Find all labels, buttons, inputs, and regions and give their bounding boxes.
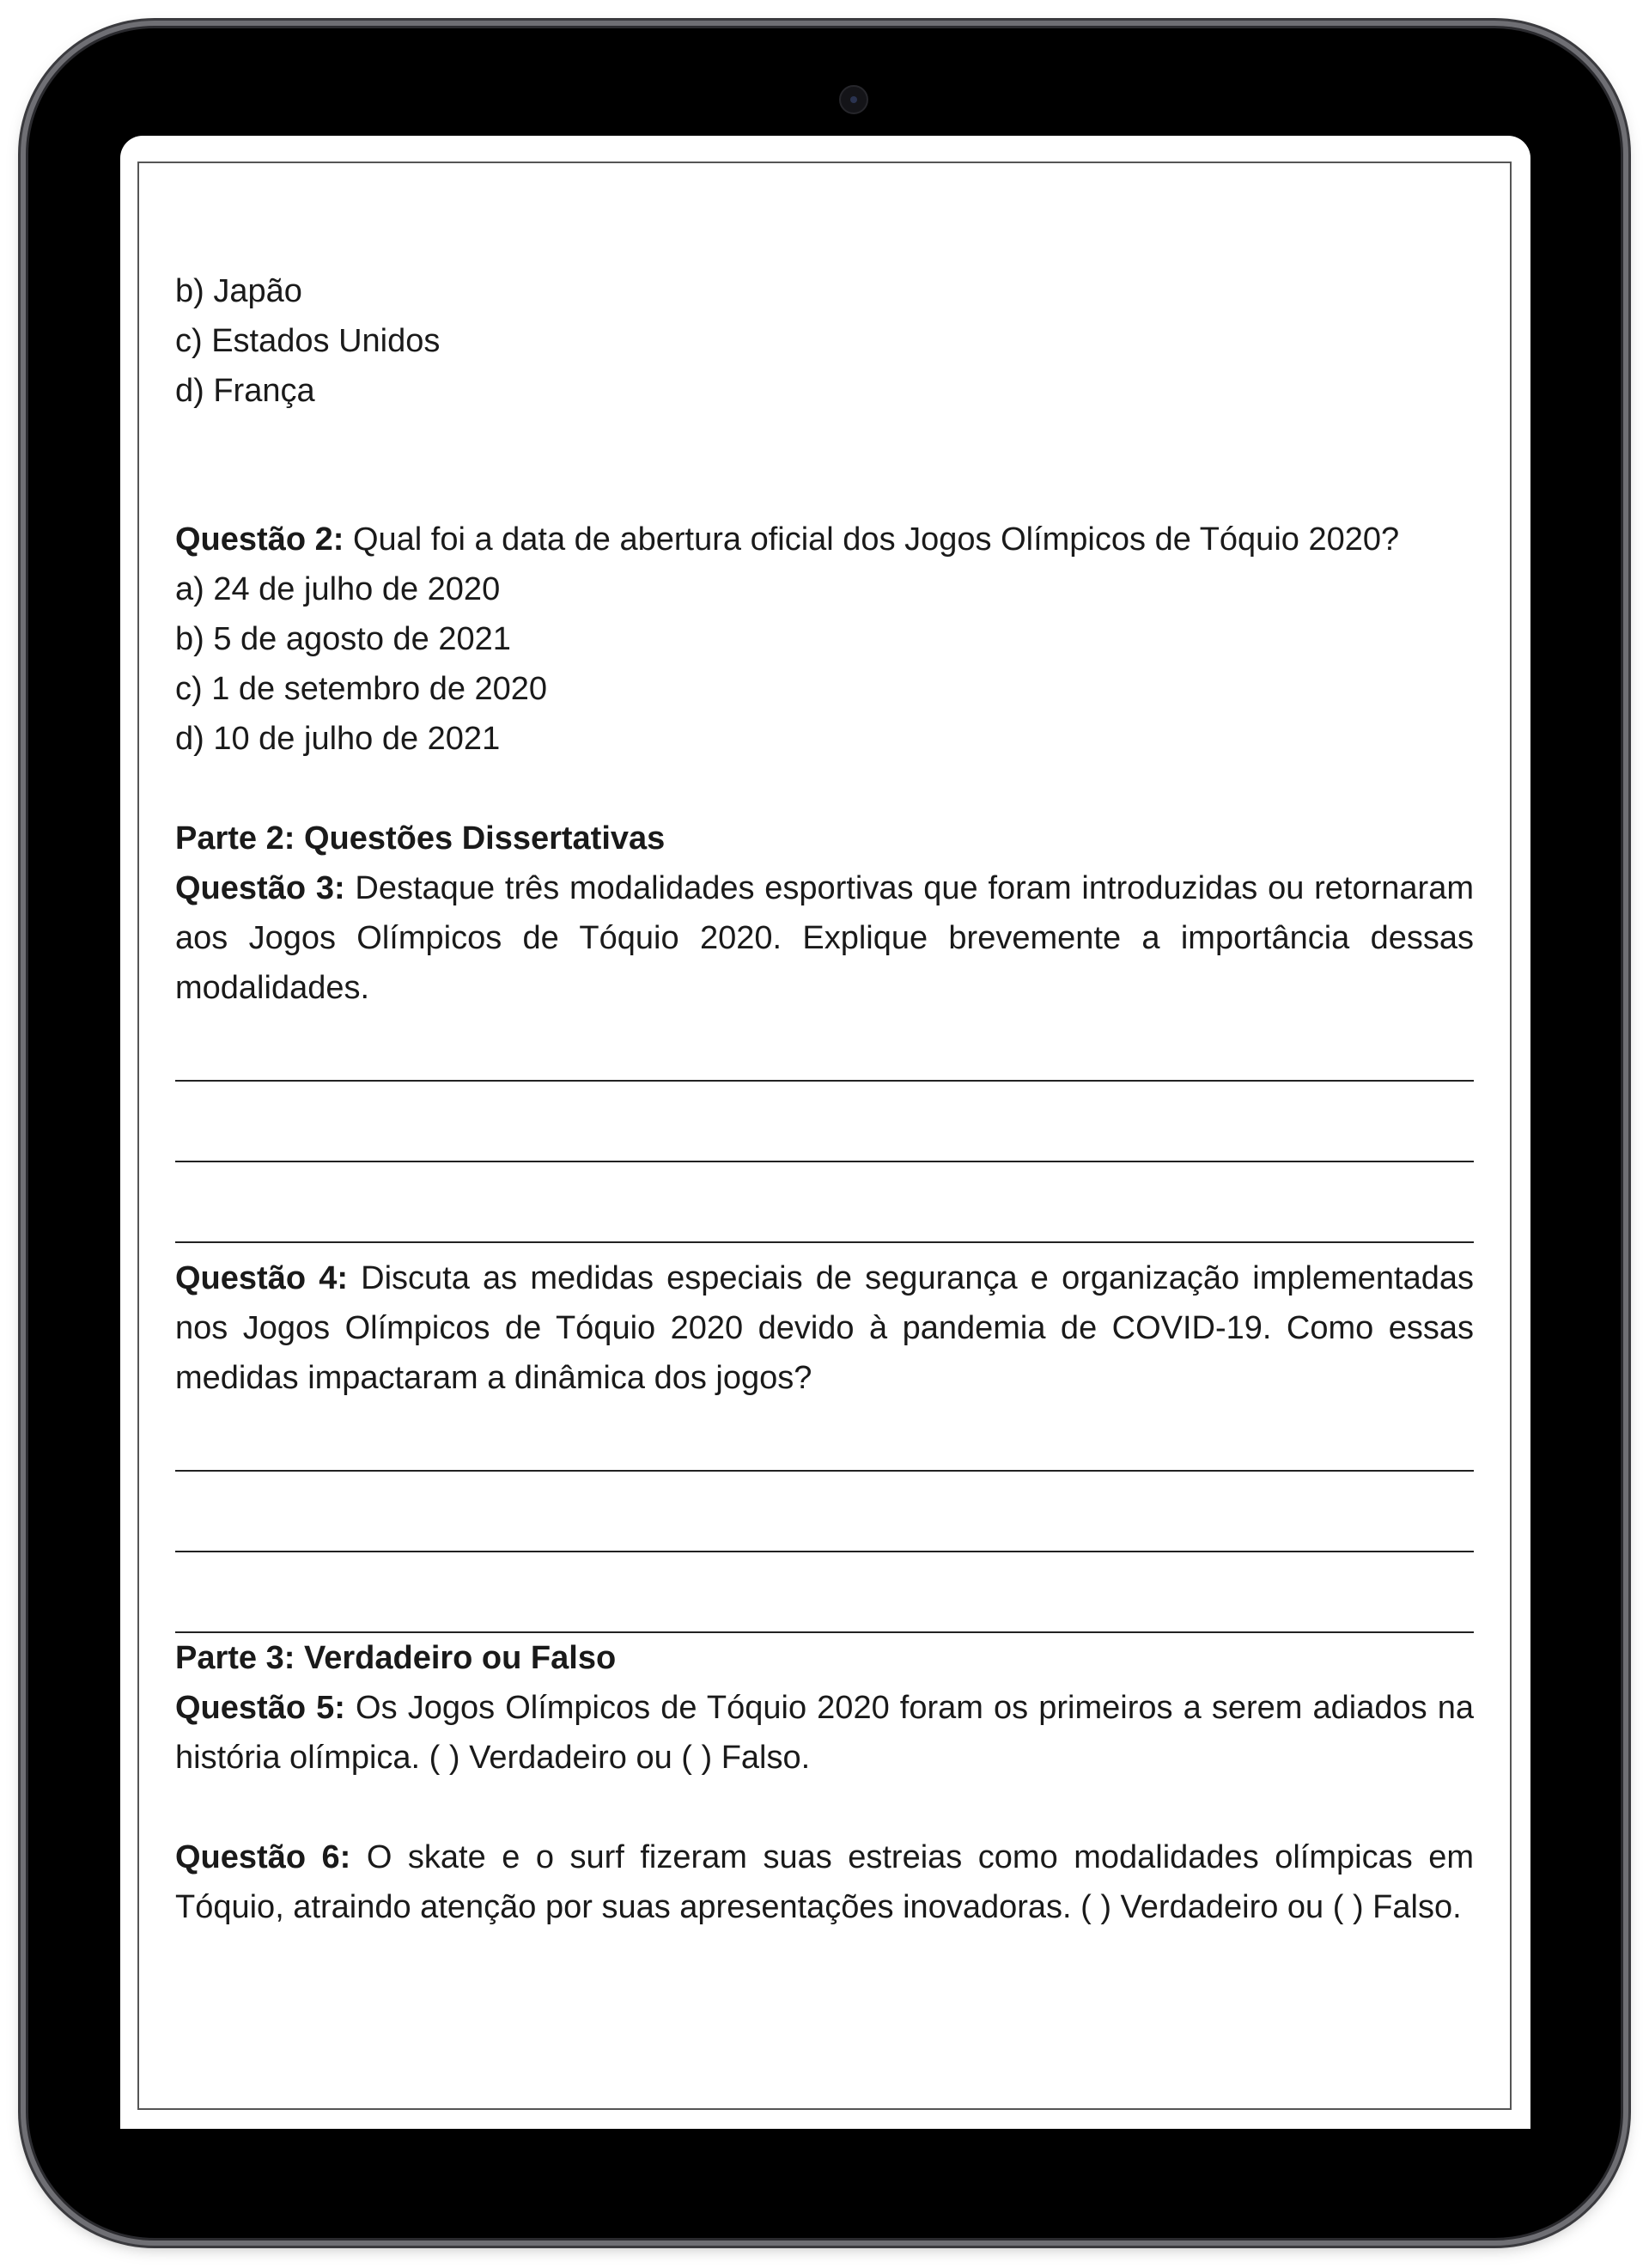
- question-2-label: Questão 2:: [175, 521, 344, 558]
- question-6-text: O skate e o surf fizeram suas estreias como modalidades olímpicas em Tóquio, atraindo atenção por suas apresentações inovadoras. ( ) Verdadeiro ou ( ) Falso.: [175, 1839, 1474, 1925]
- question-5-label: Questão 5:: [175, 1690, 345, 1726]
- question-3-text: Destaque três modalidades esportivas que foram introduzidas ou retornaram aos Jogos Olímpicos de Tóquio 2020. Explique brevemente a importância dessas modalidades.: [175, 870, 1474, 1006]
- question-6-label: Questão 6:: [175, 1839, 351, 1875]
- question-2: [175, 515, 1474, 564]
- part-2-title: Parte 2: Questões Dissertativas: [175, 820, 666, 857]
- question-4-text: Discuta as medidas especiais de segurança e organização implementadas nos Jogos Olímpicos de Tóquio 2020 devido à pandemia de COVID-19. Como essas medidas impactaram a dinâmica dos jogos?: [175, 1260, 1474, 1396]
- document-content: [175, 266, 1474, 1932]
- q2-option-c: c) 1 de setembro de 2020: [175, 671, 548, 707]
- question-5-text: Os Jogos Olímpicos de Tóquio 2020 foram os primeiros a serem adiados na história olímpica. ( ) Verdadeiro ou ( ) Falso.: [175, 1690, 1475, 1776]
- question-5: [175, 1683, 1474, 1783]
- q1-option-b: b) Japão: [175, 273, 302, 309]
- camera-icon: [839, 85, 868, 114]
- answer-line[interactable]: [175, 1082, 1474, 1162]
- question-3: [175, 863, 1474, 1013]
- question-3-label: Questão 3:: [175, 870, 345, 906]
- answer-line[interactable]: [175, 1472, 1474, 1552]
- part-3-title: Parte 3: Verdadeiro ou Falso: [175, 1640, 617, 1676]
- question-4: [175, 1253, 1474, 1403]
- question-4-label: Questão 4:: [175, 1260, 348, 1296]
- answer-line[interactable]: [175, 1552, 1474, 1633]
- q2-option-d: d) 10 de julho de 2021: [175, 721, 501, 757]
- question-6: [175, 1832, 1474, 1932]
- q1-option-c: c) Estados Unidos: [175, 323, 441, 359]
- answer-line[interactable]: [175, 1162, 1474, 1243]
- q1-option-d: d) França: [175, 373, 315, 409]
- question-2-text: Qual foi a data de abertura oficial dos Jogos Olímpicos de Tóquio 2020?: [344, 521, 1400, 558]
- answer-line[interactable]: [175, 1403, 1474, 1472]
- q2-option-a: a) 24 de julho de 2020: [175, 571, 501, 607]
- answer-line[interactable]: [175, 1013, 1474, 1082]
- tablet-screen: [120, 136, 1530, 2129]
- q2-option-b: b) 5 de agosto de 2021: [175, 621, 511, 657]
